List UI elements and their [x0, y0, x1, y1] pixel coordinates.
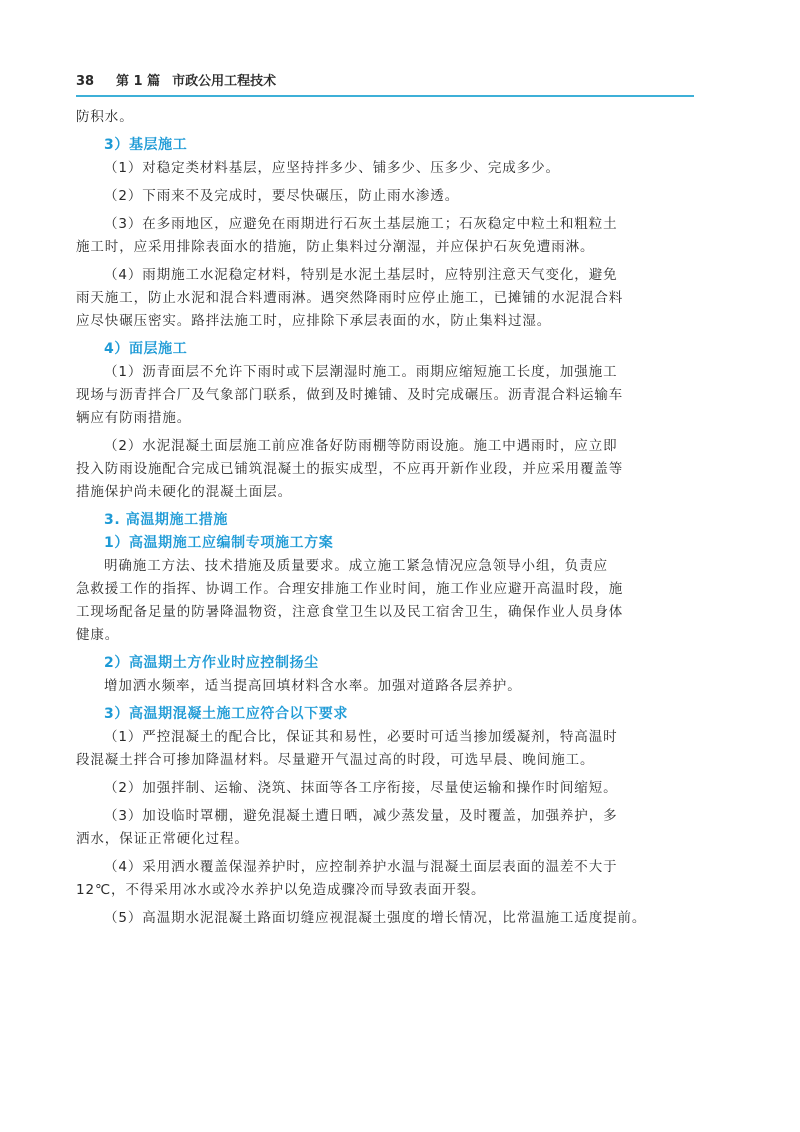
paragraph-line: 投入防雨设施配合完成已铺筑混凝土的振实成型，不应再开新作业段，并应采用覆盖等 — [76, 461, 624, 477]
paragraph-line: 雨天施工，防止水泥和混合料遭雨淋。遇突然降雨时应停止施工，已摊铺的水泥混合料 — [76, 290, 624, 306]
paragraph-line: 施工时，应采用排除表面水的措施，防止集料过分潮湿，并应保护石灰免遭雨淋。 — [76, 239, 595, 255]
paragraph-line: 措施保护尚未硬化的混凝土面层。 — [76, 484, 292, 500]
paragraph-line: 明确施工方法、技术措施及质量要求。成立施工紧急情况应急领导小组，负责应 — [104, 558, 608, 574]
header-rule — [76, 95, 694, 97]
paragraph-line: （1）对稳定类材料基层，应坚持拌多少、铺多少、压多少、完成多少。 — [104, 160, 560, 176]
paragraph-line: 工现场配备足量的防暑降温物资，注意食堂卫生以及民工宿舍卫生，确保作业人员身体 — [76, 604, 624, 620]
paragraph-line: （3）加设临时罩棚，避免混凝土遭日晒，减少蒸发量，及时覆盖，加强养护，多 — [104, 808, 618, 824]
paragraph-line: （1）沥青面层不允许下雨时或下层潮湿时施工。雨期应缩短施工长度，加强施工 — [104, 364, 618, 380]
paragraph-line: 应尽快碾压密实。路拌法施工时，应排除下承层表面的水，防止集料过湿。 — [76, 313, 552, 329]
subheading-surface-course: 4）面层施工 — [104, 341, 188, 357]
subheading-base-course: 3）基层施工 — [104, 137, 188, 153]
paragraph-line: 段混凝土拌合可掺加降温材料。尽量避开气温过高的时段，可选早晨、晚间施工。 — [76, 752, 595, 768]
paragraph-line: （5）高温期水泥混凝土路面切缝应视混凝土强度的增长情况，比常温施工适度提前。 — [104, 910, 647, 926]
paragraph-line: 辆应有防雨措施。 — [76, 410, 192, 426]
paragraph-line: （2）加强拌制、运输、浇筑、抹面等各工序衔接，尽量使运输和操作时间缩短。 — [104, 780, 618, 796]
paragraph-line: （2）下雨来不及完成时，要尽快碾压，防止雨水渗透。 — [104, 188, 460, 204]
paragraph-line: （3）在多雨地区，应避免在雨期进行石灰土基层施工；石灰稳定中粒土和粗粒土 — [104, 216, 618, 232]
body-text — [76, 106, 708, 930]
subheading-dust-control: 2）高温期土方作业时应控制扬尘 — [104, 655, 319, 671]
paragraph-line: （4）雨期施工水泥稳定材料，特别是水泥土基层时，应特别注意天气变化，避免 — [104, 267, 618, 283]
subheading-special-plan: 1）高温期施工应编制专项施工方案 — [104, 535, 334, 551]
subheading-concrete-requirements: 3）高温期混凝土施工应符合以下要求 — [104, 706, 348, 722]
paragraph-line: 现场与沥青拌合厂及气象部门联系，做到及时摊铺、及时完成碾压。沥青混合料运输车 — [76, 387, 624, 403]
paragraph-line: （2）水泥混凝土面层施工前应准备好防雨棚等防雨设施。施工中遇雨时，应立即 — [104, 438, 618, 454]
paragraph-line: 急救援工作的指挥、协调工作。合理安排施工作业时间，施工作业应避开高温时段，施 — [76, 581, 624, 597]
paragraph-line: （1）严控混凝土的配合比，保证其和易性，必要时可适当掺加缓凝剂，特高温时 — [104, 729, 618, 745]
part-label: 第 1 篇 — [116, 74, 161, 89]
paragraph-line: 防积水。 — [76, 109, 134, 125]
paragraph-line: 12℃，不得采用冰水或冷水养护以免造成骤冷而导致表面开裂。 — [76, 882, 486, 898]
paragraph-line: 洒水，保证正常硬化过程。 — [76, 831, 249, 847]
part-title: 市政公用工程技术 — [172, 74, 277, 89]
paragraph-line: 健康。 — [76, 627, 120, 643]
section-heading-high-temperature: 3. 高温期施工措施 — [104, 512, 228, 528]
paragraph-line: 增加洒水频率，适当提高回填材料含水率。加强对道路各层养护。 — [104, 678, 522, 694]
paragraph-line: （4）采用洒水覆盖保湿养护时，应控制养护水温与混凝土面层表面的温差不大于 — [104, 859, 618, 875]
page-number: 38 — [76, 74, 95, 89]
running-header — [76, 70, 276, 94]
